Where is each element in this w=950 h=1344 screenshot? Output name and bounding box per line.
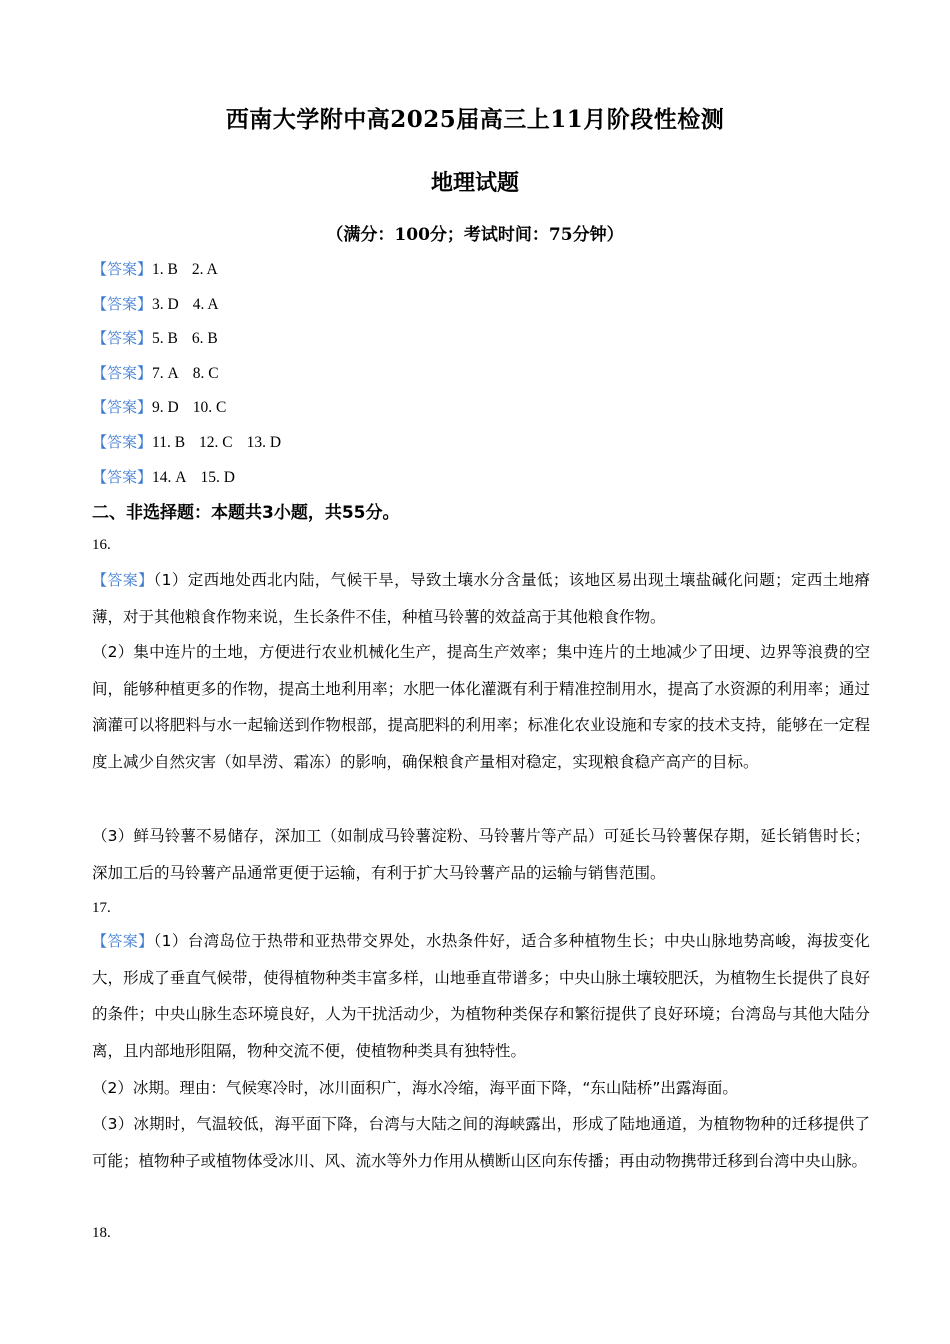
answer-text: （1）台湾岛位于热带和亚热带交界处，水热条件好，适合多种植物生长；中央山脉地势高峻，海拔变化大，形成了垂直气候带，使得植物种类丰富多样，山地垂直带谱多；中央山脉土壤较肥沃，为植物生长提供了良好的条件；中央山脉生态环境良好，人为干扰活动少，为植物种类保存和繁衍提供了良好环境；台湾岛与其他大陆分离，且内部地形阻隔，物种交流不便，使植物种类具有独特性。 [92, 932, 870, 1060]
answer-paragraph: （2）冰期。理由：气候寒冷时，冰川面积广，海水冷缩，海平面下降，“东山陆桥”出露海面。 [92, 1079, 738, 1097]
answer-row [92, 326, 872, 361]
answer-item: 6. B [191, 330, 218, 348]
answer-item: 13. D [246, 433, 282, 451]
answer-tag: 【答案】 [92, 398, 153, 417]
answer-paragraph: （3）鲜马铃薯不易储存，深加工（如制成马铃薯淀粉、马铃薯片等产品）可延长马铃薯保存期，延长销售时长；深加工后的马铃薯产品通常更便于运输，有利于扩大马铃薯产品的运输与销售范围。 [92, 827, 870, 882]
answer-item: 11. B [152, 433, 186, 451]
exam-meta: （满分：100分；考试时间：75分钟） [326, 225, 624, 245]
answer-tag: 【答案】 [92, 329, 153, 348]
answer-row [92, 395, 872, 430]
answer-tag: 【答案】 [92, 260, 153, 278]
answer-row [92, 361, 872, 396]
answer-item: 8. C [192, 364, 219, 382]
answer-row [92, 430, 872, 465]
answer-paragraph: （2）集中连片的土地，方便进行农业机械化生产，提高生产效率；集中连片的土地减少了田埂、边界等浪费的空间，能够种植更多的作物，提高土地利用率；水肥一体化灌溉有利于精准控制用水，提高了水资源的利用率；通过滴灌可以将肥料与水一起输送到作物根部，提高肥料的利用率；标准化农业设施和专家的技术支持，能够在一定程度上减少自然灾害（如旱涝、霜冻）的影响，确保粮食产量相对稳定，实现粮食稳产高产的目标。 [92, 643, 870, 771]
answer-item: 5. B [152, 330, 178, 348]
question-number: 16. [92, 537, 111, 553]
mc-answer-list [92, 257, 872, 499]
answer-item: 15. D [200, 468, 235, 486]
subject-title: 地理试题 [430, 170, 519, 196]
answer-item: 12. C [199, 433, 233, 451]
question-number: 18. [92, 1225, 111, 1241]
answer-tag: 【答案】 [92, 467, 153, 486]
answer-item: 3. D [152, 295, 179, 313]
answer-row [92, 465, 872, 500]
answer-tag: 【答案】 [92, 932, 154, 950]
section-heading: 二、非选择题：本题共3小题，共55分。 [92, 503, 400, 523]
answer-paragraph [92, 562, 870, 635]
answer-item: 1. B [152, 261, 178, 278]
answer-paragraph: （3）冰期时，气温较低，海平面下降，台湾与大陆之间的海峡露出，形成了陆地通道，为植物物种的迁移提供了可能；植物种子或植物体受冰川、风、流水等外力作用从横断山区向东传播；再由动物携带迁移到台湾中央山脉。 [92, 1115, 870, 1170]
answer-row [92, 292, 872, 327]
question-number: 17. [92, 900, 111, 916]
answer-item: 7. A [152, 364, 179, 382]
answer-text: （1）定西地处西北内陆，气候干旱，导致土壤水分含量低；该地区易出现土壤盐碱化问题；定西土地瘠薄，对于其他粮食作物来说，生长条件不佳，种植马铃薯的效益高于其他粮食作物。 [92, 571, 870, 626]
answer-item: 4. A [192, 295, 219, 313]
answer-item: 2. A [191, 261, 218, 278]
answer-tag: 【答案】 [92, 294, 153, 313]
answer-item: 10. C [192, 399, 227, 417]
exam-title: 西南大学附中高2025届高三上11月阶段性检测 [225, 106, 725, 133]
answer-item: 9. D [152, 399, 179, 417]
answer-tag: 【答案】 [92, 363, 153, 382]
answer-row [92, 257, 872, 292]
answer-paragraph [92, 923, 870, 1069]
answer-item: 14. A [152, 468, 187, 486]
answer-tag: 【答案】 [92, 432, 153, 451]
answer-tag: 【答案】 [92, 571, 154, 589]
